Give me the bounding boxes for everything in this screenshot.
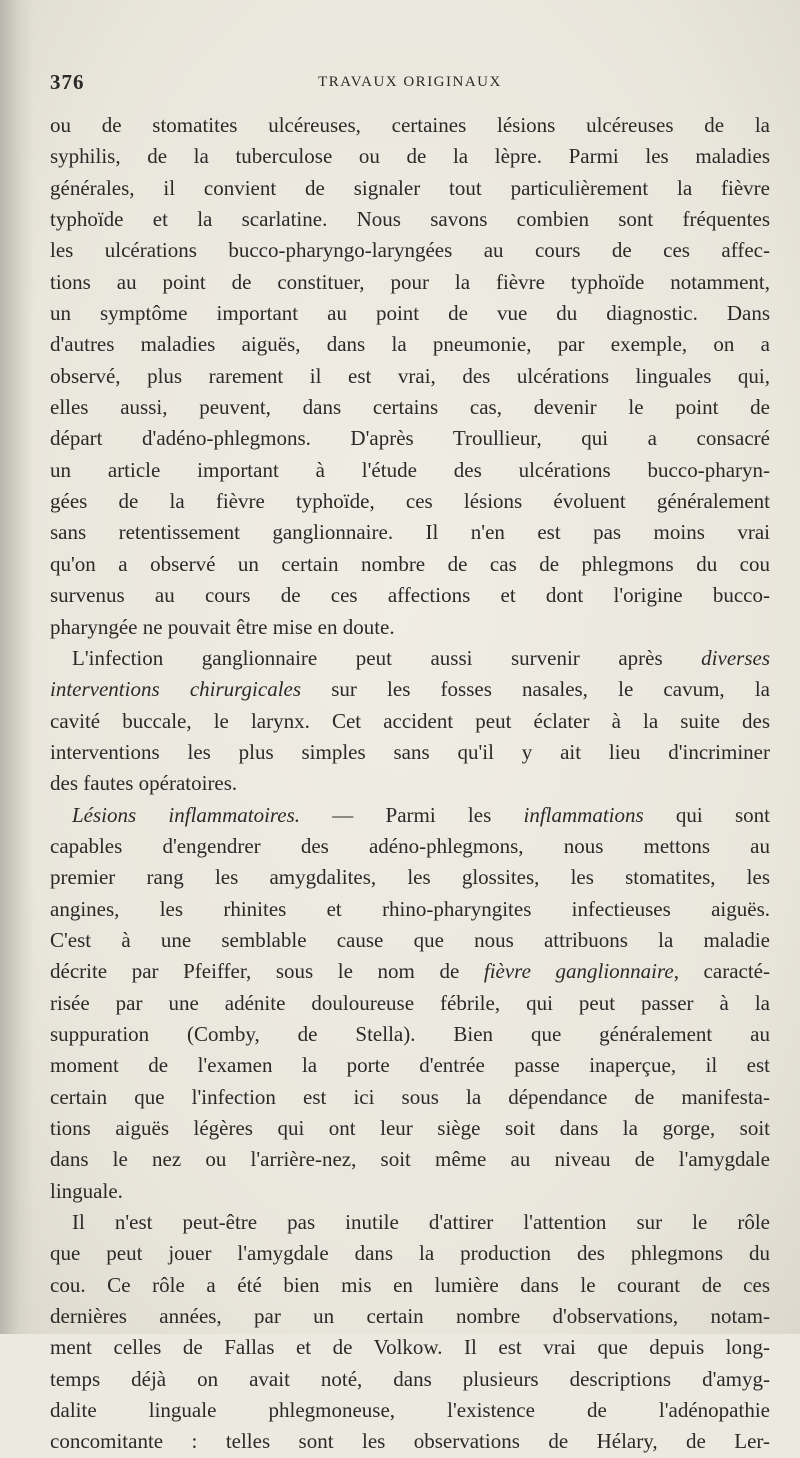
text-line: tions aiguës légères qui ont leur siège soit dans la gorge, soit (50, 1116, 770, 1140)
text-line: ment celles de Fallas et de Volkow. Il est vrai que depuis long- (50, 1335, 770, 1360)
text-line: cavité buccale, le larynx. Cet accident peut éclater à la suite des (50, 708, 770, 733)
binding-gutter-shadow (0, 0, 34, 1334)
text-line: dalite linguale phlegmoneuse, l'existence de l'adénopathie (50, 1398, 770, 1423)
italic-text: interventions chirurgicales (50, 677, 302, 702)
text-line: C'est à une semblable cause que nous attribuons la maladie (50, 927, 770, 952)
text-line: des fautes opératoires. (50, 771, 238, 796)
text-line: gées de la fièvre typhoïde, ces lésions évoluent généralement (50, 489, 770, 514)
text-line: ou de stomatites ulcéreuses, certaines lésions ulcéreuses de la (50, 113, 770, 137)
text-line: suppuration (Comby, de Stella). Bien que généralement au (50, 1021, 770, 1046)
text-run: décrite par Pfeiffer, sous le nom de (50, 959, 484, 984)
text-line: syphilis, de la tuberculose ou de la lèpre. Parmi les maladies (50, 144, 770, 169)
text-line: risée par une adénite douloureuse fébrile, qui peut passer à la (50, 990, 770, 1015)
body-text (50, 110, 770, 1458)
text-line (50, 643, 770, 674)
text-run: L'infection ganglionnaire peut aussi survenir après (72, 645, 702, 670)
italic-text: inflammations (523, 802, 644, 827)
text-line: tions au point de constituer, pour la fièvre typhoïde notamment, (50, 269, 770, 294)
text-run: — Parmi les (300, 802, 524, 827)
text-line (50, 956, 770, 987)
text-line: Il n'est peut-être pas inutile d'attirer l'attention sur le rôle (72, 1210, 770, 1235)
text-run: qui sont (643, 802, 770, 827)
text-line (50, 674, 770, 705)
text-line: pharyngée ne pouvait être mise en doute. (50, 614, 395, 639)
text-line: générales, il convient de signaler tout particulièrement la fièvre (50, 175, 770, 200)
text-line: départ d'adéno-phlegmons. D'après Troullieur, qui a consacré (50, 426, 770, 451)
italic-text: diverses (701, 645, 770, 670)
text-line: elles aussi, peuvent, dans certains cas, devenir le point de (50, 395, 770, 420)
text-line: qu'on a observé un certain nombre de cas de phlegmons du cou (50, 551, 770, 576)
text-line: un article important à l'étude des ulcérations bucco-pharyn- (50, 457, 770, 482)
text-line: interventions les plus simples sans qu'il y ait lieu d'incriminer (50, 739, 770, 764)
text-line: temps déjà on avait noté, dans plusieurs descriptions d'amyg- (50, 1366, 770, 1391)
italic-text: Lésions inflammatoires. (72, 802, 301, 827)
text-run: , caracté- (673, 959, 770, 984)
text-line: moment de l'examen la porte d'entrée passe inaperçue, il est (50, 1053, 770, 1078)
running-head: TRAVAUX ORIGINAUX (318, 74, 502, 90)
text-line: concomitante : telles sont les observations de Hélary, de Ler- (50, 1429, 770, 1454)
text-line: linguale. (50, 1178, 123, 1203)
text-line: angines, les rhinites et rhino-pharyngites infectieuses aiguës. (50, 896, 770, 921)
text-line: observé, plus rarement il est vrai, des ulcérations linguales qui, (50, 363, 770, 388)
text-line: un symptôme important au point de vue du diagnostic. Dans (50, 301, 770, 326)
text-line: cou. Ce rôle a été bien mis en lumière dans le courant de ces (50, 1272, 770, 1297)
text-line: certain que l'infection est ici sous la dépendance de manifesta- (50, 1084, 770, 1109)
text-line: dans le nez ou l'arrière-nez, soit même au niveau de l'amygdale (50, 1147, 770, 1172)
text-line: dernières années, par un certain nombre d'observations, notam- (50, 1304, 770, 1329)
text-line: capables d'engendrer des adéno-phlegmons, nous mettons au (50, 833, 770, 858)
page-header (50, 70, 770, 100)
page-number: 376 (50, 70, 85, 94)
text-line: que peut jouer l'amygdale dans la production des phlegmons du (50, 1241, 770, 1266)
text-line: typhoïde et la scarlatine. Nous savons combien sont fréquentes (50, 207, 770, 232)
text-line: sans retentissement ganglionnaire. Il n'en est pas moins vrai (50, 520, 770, 545)
text-line (50, 800, 770, 831)
text-line: les ulcérations bucco-pharyngo-laryngées au cours de ces affec- (50, 238, 770, 263)
italic-text: fièvre ganglionnaire (483, 959, 674, 984)
text-line: d'autres maladies aiguës, dans la pneumonie, par exemple, on a (50, 332, 770, 357)
text-run: sur les fosses nasales, le cavum, la (301, 677, 770, 702)
text-line: premier rang les amygdalites, les glossites, les stomatites, les (50, 865, 770, 890)
text-line: survenus au cours de ces affections et dont l'origine bucco- (50, 583, 770, 608)
